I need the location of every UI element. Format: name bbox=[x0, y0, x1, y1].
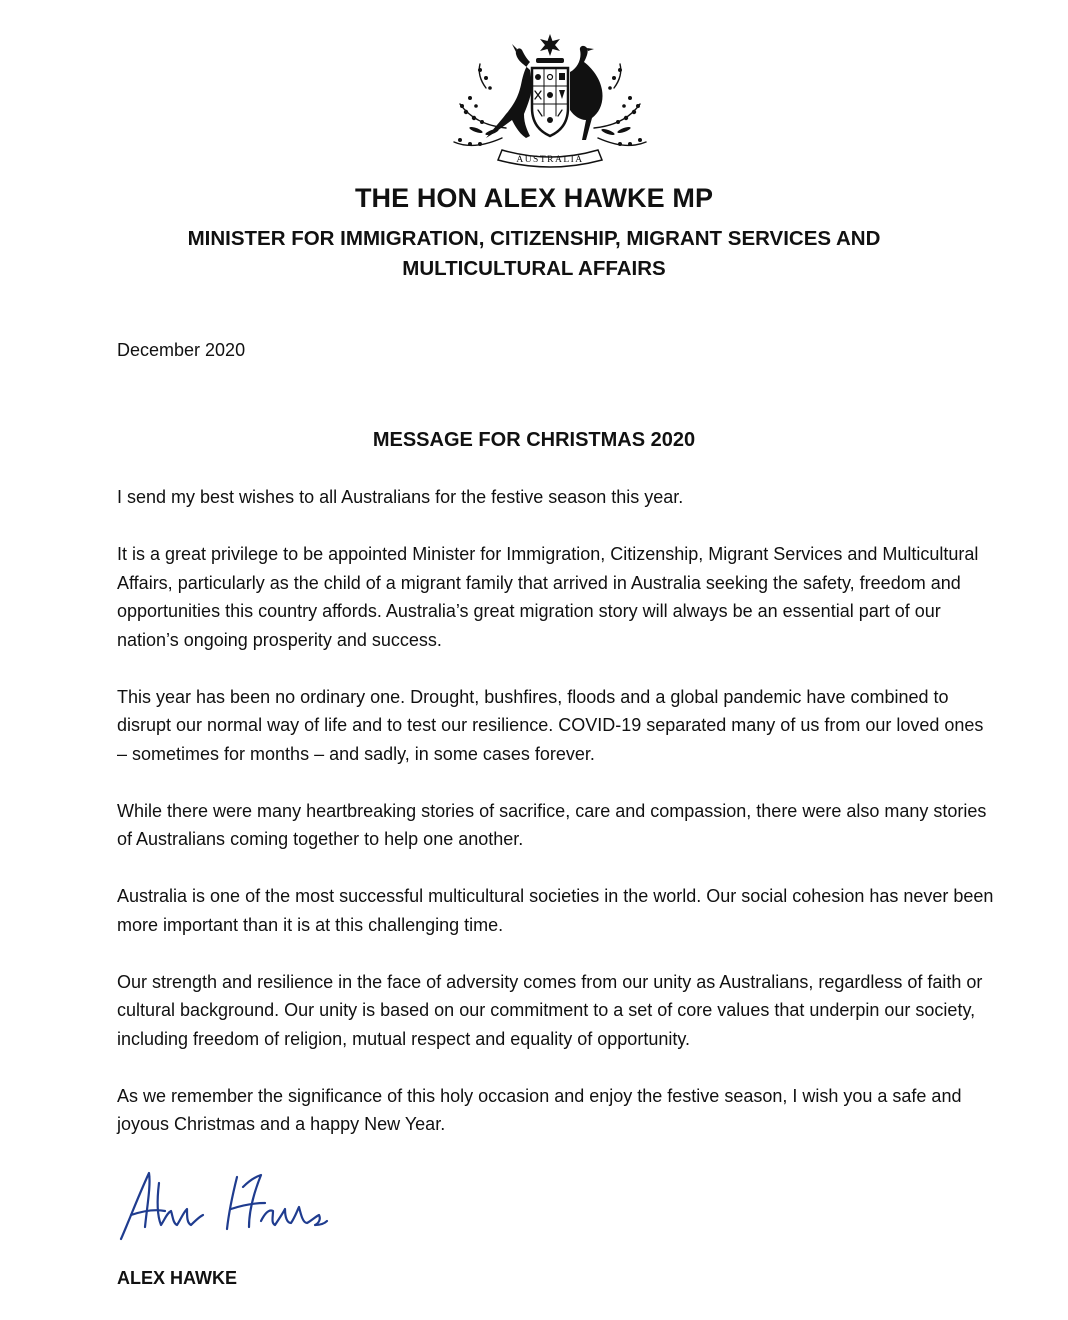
signature-icon bbox=[115, 1163, 330, 1248]
paragraph: As we remember the significance of this holy occasion and enjoy the festive season, I wish you a safe and joyous Christmas and a happy New Year. bbox=[117, 1085, 962, 1134]
coat-of-arms-icon bbox=[446, 28, 654, 172]
minister-title bbox=[0, 224, 1068, 284]
minister-title-line-1: MINISTER FOR IMMIGRATION, CITIZENSHIP, MIGRANT SERVICES AND bbox=[187, 227, 881, 250]
minister-name: THE HON ALEX HAWKE MP bbox=[354, 183, 714, 213]
svg-text:AUSTRALIA: AUSTRALIA bbox=[516, 155, 584, 165]
paragraph: Australia is one of the most successful multicultural societies in the world. Our social cohesion has never been more important than it is at this challenging time. bbox=[117, 886, 994, 935]
paragraph: While there were many heartbreaking stories of sacrifice, care and compassion, there were also many stories of Australians coming together to help one another. bbox=[117, 800, 987, 849]
minister-title-line-2: MULTICULTURAL AFFAIRS bbox=[402, 257, 666, 280]
letter-date: December 2020 bbox=[117, 340, 246, 360]
signatory-name: ALEX HAWKE bbox=[117, 1268, 238, 1288]
paragraph: It is a great privilege to be appointed Minister for Immigration, Citizenship, Migrant Services and Multicultural Affairs, particularly as the child of a migrant family that arrived in Australia seeking the safety, freedom and opportunities this country affords. Australia’s great migration story will always be an essential part of our nation’s ongoing prosperity and success. bbox=[117, 544, 979, 650]
paragraph: Our strength and resilience in the face of adversity comes from our unity as Australians, regardless of faith or cultural background. Our unity is based on our commitment to a set of core values that underpin our society, including freedom of religion, mutual respect and equality of opportunity. bbox=[117, 971, 983, 1049]
message-body bbox=[117, 483, 997, 1167]
message-heading: MESSAGE FOR CHRISTMAS 2020 bbox=[372, 429, 696, 451]
paragraph: I send my best wishes to all Australians for the festive season this year. bbox=[117, 487, 684, 507]
paragraph: This year has been no ordinary one. Drought, bushfires, floods and a global pandemic have combined to disrupt our normal way of life and to test our resilience. COVID-19 separated many of us from our loved ones – sometimes for months – and sadly, in some cases forever. bbox=[117, 686, 984, 764]
